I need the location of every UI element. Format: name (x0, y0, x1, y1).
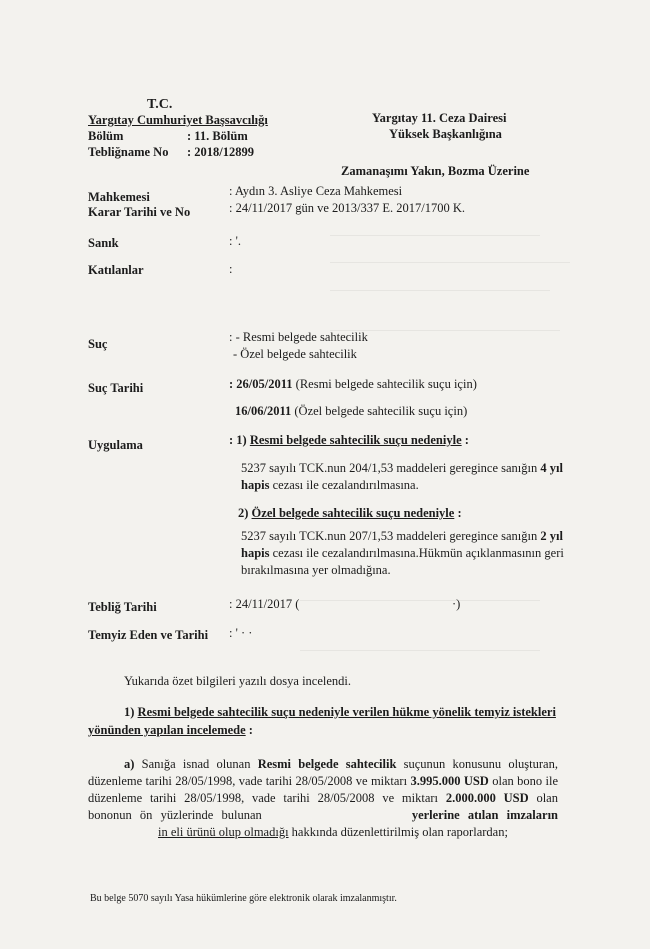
section-colon: : (245, 723, 253, 737)
document-subject: Zamanaşımı Yakın, Bozma Üzerine (341, 164, 530, 178)
court-line2: Yüksek Başkanlığına (389, 127, 502, 141)
section-title: Resmi belgede sahtecilik suçu nedeniyle verilen hükme yönelik temyiz istekleri yönünden yapılan incelemede (88, 705, 556, 737)
uygulama-2-text (241, 528, 571, 579)
uyg1-colon: : (461, 433, 469, 447)
suc-tarihi-label: Suç Tarihi (88, 381, 144, 395)
teblig-tarihi-close: ·) (452, 597, 461, 611)
para-a-bold1: Resmi belgede sahtecilik (257, 757, 397, 771)
teblig-tarihi-label: Tebliğ Tarihi (88, 600, 157, 614)
uyg2-title: Özel belgede sahtecilik suçu nedeniyle (251, 506, 455, 520)
uyg2-colon: : (454, 506, 462, 520)
mahkeme-label: Mahkemesi (88, 190, 150, 204)
intro-text: Yukarıda özet bilgileri yazılı dosya incelendi. (124, 674, 352, 688)
uyg1-text-b: 4 yıl hapis (241, 461, 563, 492)
bolum-label: Bölüm (88, 129, 124, 143)
katilan-value: : (229, 262, 233, 276)
temyiz-label: Temyiz Eden ve Tarihi (88, 628, 209, 642)
uyg2-text-b: 2 yıl hapis (241, 529, 563, 560)
teblig-label: Tebliğname No (88, 145, 169, 159)
para-a-6: hakkında düzenlettirilmiş olan raporlardan; (288, 825, 508, 839)
para-a-5: in eli ürünü olup olmadığı (158, 825, 289, 839)
para-a-bold3: 2.000.000 USD (445, 791, 529, 805)
suc-tarihi-line1 (229, 377, 477, 392)
suc-tarihi-date2: 16/06/2011 (235, 404, 292, 418)
uyg1-text-a: 5237 sayılı TCK.nun 204/1,53 maddeleri geregince sanığın (241, 461, 541, 475)
suc-tarihi-note1: (Resmi belgede sahtecilik suçu için) (292, 377, 477, 391)
section-num: 1) (124, 705, 138, 719)
header-tc: T.C. (147, 97, 173, 112)
para-a-3: olan bono ile düzenleme tarihi 28/05/1998, vade tarihi 28/05/2008 ve miktarı (88, 774, 558, 805)
para-a-bold4: yerlerine atılan imzaların (411, 808, 558, 822)
suc-value2: - Özel belgede sahtecilik (233, 347, 357, 361)
suc-tarihi-line2 (235, 404, 467, 419)
uygulama-2-heading (238, 506, 462, 521)
suc-tarihi-note2: (Özel belgede sahtecilik suçu için) (291, 404, 468, 418)
paragraph-a (88, 756, 558, 841)
section-heading (88, 703, 558, 739)
karar-label: Karar Tarihi ve No (88, 205, 191, 219)
sanik-label: Sanık (88, 236, 119, 250)
suc-label: Suç (88, 337, 108, 351)
uyg2-text-a: 5237 sayılı TCK.nun 207/1,53 maddeleri geregince sanığın (241, 529, 541, 543)
court-line1: Yargıtay 11. Ceza Dairesi (372, 111, 507, 125)
karar-value: : 24/11/2017 gün ve 2013/337 E. 2017/1700 K. (229, 201, 465, 215)
uyg1-title: Resmi belgede sahtecilik suçu nedeniyle (249, 433, 462, 447)
temyiz-value: : ' · · (229, 626, 253, 640)
suc-value1: : - Resmi belgede sahtecilik (229, 330, 368, 344)
uygulama-1-heading (229, 433, 469, 448)
suc-tarihi-date1: : 26/05/2011 (229, 377, 293, 391)
uyg2-text-c: cezası ile cezalandırılmasına.Hükmün açıklanmasının geri bırakılmasına yer olmadığına. (241, 546, 564, 577)
uyg1-text-c: cezası ile cezalandırılmasına. (269, 478, 419, 492)
para-a-num: a) (124, 757, 135, 771)
mahkeme-value: : Aydın 3. Asliye Ceza Mahkemesi (229, 184, 403, 198)
uygulama-label: Uygulama (88, 438, 143, 452)
bolum-value: : 11. Bölüm (187, 129, 248, 143)
katilan-label: Katılanlar (88, 263, 144, 277)
footer-note: Bu belge 5070 sayılı Yasa hükümlerine göre elektronik olarak imzalanmıştır. (90, 893, 397, 904)
header-office: Yargıtay Cumhuriyet Başsavcılığı (88, 113, 268, 127)
uyg1-prefix: : 1) (229, 433, 250, 447)
uyg2-prefix: 2) (238, 506, 252, 520)
uygulama-1-text (241, 460, 571, 494)
para-a-bold2: 3.995.000 USD (410, 774, 489, 788)
para-a-2: suçunun konusunu oluşturan, düzenleme tarihi 28/05/1998, vade tarihi 28/05/2008 ve miktarı (88, 757, 558, 788)
para-a-4: olan bononun ön yüzlerinde bulunan (88, 791, 558, 822)
sanik-value: : '. (229, 234, 241, 248)
teblig-tarihi-value: : 24/11/2017 ( (229, 597, 300, 611)
teblig-value: : 2018/12899 (187, 145, 255, 159)
para-a-1: Sanığa isnad olunan (134, 757, 258, 771)
